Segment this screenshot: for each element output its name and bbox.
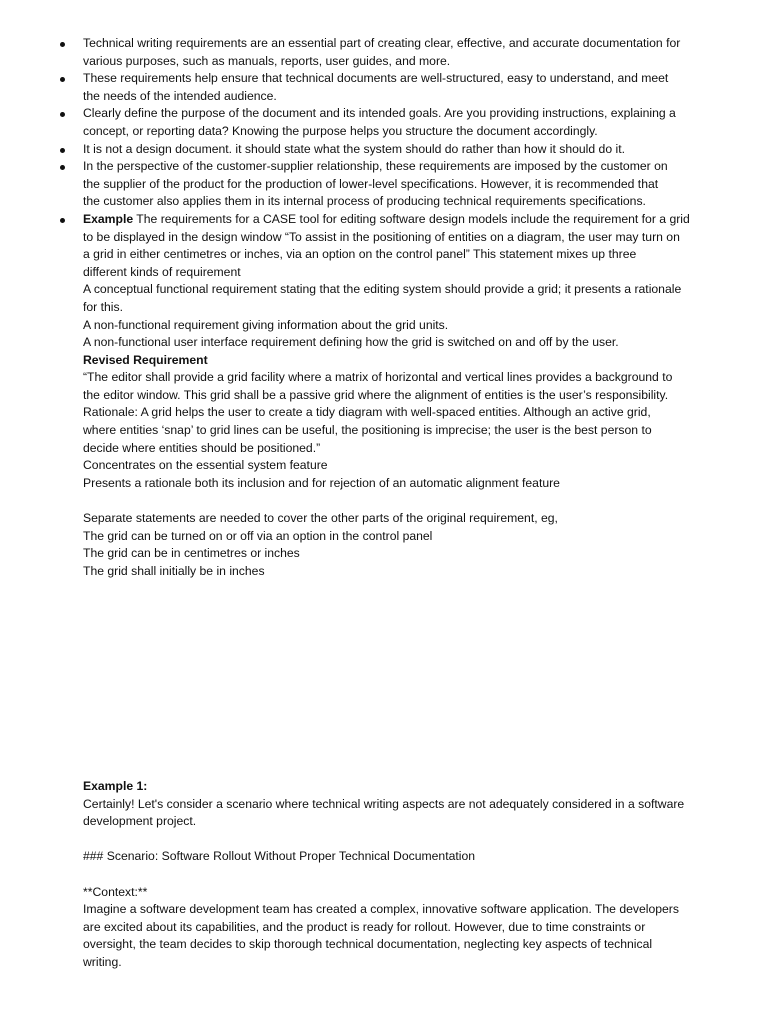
text-line: a grid in either centimetres or inches, via an option on the control panel” This statement mixes up three — [83, 247, 637, 262]
text-line: It is not a design document. it should state what the system should do rather than how it should do it. — [83, 141, 625, 156]
text-line: various purposes, such as manuals, reports, user guides, and more. — [83, 53, 451, 68]
text-line: The grid shall initially be in inches — [83, 563, 265, 578]
text-line: for this. — [83, 299, 123, 314]
text-line: In the perspective of the customer-supplier relationship, these requirements are imposed by the customer on — [83, 159, 668, 174]
text-line: Clearly define the purpose of the document and its intended goals. Are you providing instructions, explaining a — [83, 106, 676, 121]
blank-line — [83, 831, 735, 849]
text-line — [83, 211, 735, 229]
text-line: the customer also applies them in its internal process of producing technical requirements specifications. — [83, 194, 646, 209]
bullet-icon — [60, 218, 65, 223]
example-1-heading — [83, 778, 735, 796]
text-line: A conceptual functional requirement stating that the editing system should provide a grid; it presents a rationale — [83, 282, 682, 297]
text-line: Rationale: A grid helps the user to create a tidy diagram with well-spaced entities. Although an active grid, — [83, 405, 651, 420]
bullet-icon — [60, 165, 65, 170]
text-line: Presents a rationale both its inclusion and for rejection of an automatic alignment feature — [83, 475, 560, 490]
list-item — [83, 35, 735, 70]
example-label: Example — [83, 211, 134, 226]
text-line: development project. — [83, 814, 197, 829]
text-line: writing. — [83, 954, 122, 969]
text-line: A non-functional user interface requirement defining how the grid is switched on and off by the user. — [83, 335, 619, 350]
example-1-section — [83, 778, 735, 972]
list-item — [83, 70, 735, 105]
scenario-heading: ### Scenario: Software Rollout Without Proper Technical Documentation — [83, 849, 476, 864]
text-line: decide where entities should be positioned.” — [83, 440, 321, 455]
text-line: concept, or reporting data? Knowing the purpose helps you structure the document accordingly. — [83, 123, 598, 138]
list-item — [83, 158, 735, 211]
text-line: Technical writing requirements are an essential part of creating clear, effective, and accurate documentation for — [83, 36, 681, 50]
list-item — [83, 211, 735, 281]
revised-requirement — [83, 369, 735, 492]
example-breakdown — [83, 281, 735, 351]
separate-statements — [83, 510, 735, 580]
text-line: where entities ‘snap’ to grid lines can be useful, the positioning is imprecise; the user is the best person to — [83, 423, 652, 438]
text-line: Concentrates on the essential system feature — [83, 458, 328, 473]
text-line: oversight, the team decides to skip thorough technical documentation, neglecting key aspects of technical — [83, 937, 653, 952]
bullet-list — [83, 35, 735, 580]
text-line: The grid can be turned on or off via an option in the control panel — [83, 528, 433, 543]
text-line: A non-functional requirement giving information about the grid units. — [83, 317, 449, 332]
blank-line — [83, 866, 735, 884]
text-line: different kinds of requirement — [83, 264, 241, 279]
text-line: “The editor shall provide a grid facility where a matrix of horizontal and vertical lines provides a background to — [83, 370, 673, 385]
text-line: are excited about its capabilities, and the product is ready for rollout. However, due to time constraints or — [83, 919, 646, 934]
text-line: the supplier of the product for the production of lower-level specifications. However, it is recommended that — [83, 176, 659, 191]
list-item — [83, 141, 735, 159]
text-line: Certainly! Let's consider a scenario where technical writing aspects are not adequately considered in a software — [83, 796, 685, 811]
bullet-icon — [60, 148, 65, 153]
context-label: **Context:** — [83, 884, 148, 899]
bullet-icon — [60, 77, 65, 82]
list-item — [83, 105, 735, 140]
revised-heading — [83, 352, 735, 370]
text-line: the editor window. This grid shall be a passive grid where the alignment of entities is the user’s responsibility. — [83, 387, 669, 402]
text-line: These requirements help ensure that technical documents are well-structured, easy to understand, and meet — [83, 71, 669, 86]
text-line: Separate statements are needed to cover the other parts of the original requirement, eg, — [83, 511, 558, 526]
text-span: The requirements for a CASE tool for editing software design models include the requirement for a grid — [133, 211, 690, 226]
text-line: the needs of the intended audience. — [83, 88, 277, 103]
text-line: The grid can be in centimetres or inches — [83, 546, 300, 561]
revised-heading-text: Revised Requirement — [83, 352, 208, 367]
bullet-icon — [60, 112, 65, 117]
blank-line — [83, 492, 735, 510]
text-line: Imagine a software development team has created a complex, innovative software application. The developers — [83, 902, 679, 917]
example-1-heading-text: Example 1: — [83, 779, 148, 793]
text-line: to be displayed in the design window “To assist in the positioning of entities on a diagram, the user may turn on — [83, 229, 680, 244]
bullet-icon — [60, 42, 65, 47]
